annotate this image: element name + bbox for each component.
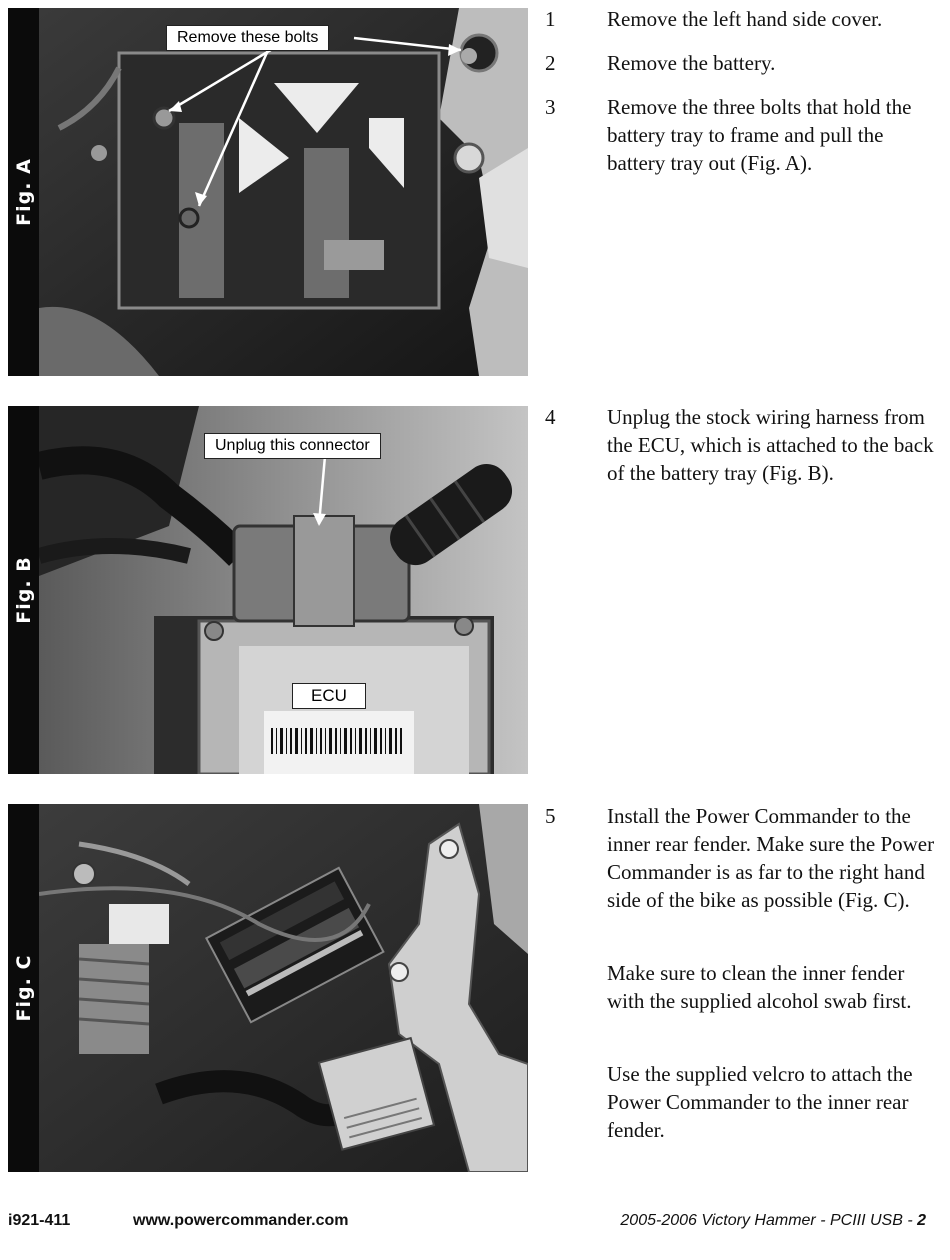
- figure-b: [8, 406, 528, 774]
- figure-b-photo: [39, 406, 528, 774]
- step-number: 2: [545, 51, 556, 75]
- figure-c-photo: [39, 804, 528, 1172]
- step-number: 5: [545, 804, 556, 828]
- figure-b-tab: [8, 406, 39, 774]
- figure-a: [8, 8, 528, 376]
- figure-a-tab-label: Fig. A: [12, 158, 35, 226]
- figure-a-callout: Remove these bolts: [166, 25, 329, 51]
- step-text: Remove the left hand side cover.: [607, 7, 883, 31]
- step-text: Remove the three bolts that hold the battery tray to frame and pull the battery tray out (Fig. A).: [607, 95, 912, 175]
- figure-b-callout: Unplug this connector: [204, 433, 381, 459]
- step-number: 1: [545, 7, 556, 31]
- footer-title-text: 2005-2006 Victory Hammer - PCIII USB -: [620, 1212, 918, 1229]
- step-text: Remove the battery.: [607, 51, 776, 75]
- figure-c: [8, 804, 528, 1172]
- figure-a-photo: [39, 8, 528, 376]
- figure-b-tab-label: Fig. B: [12, 556, 35, 624]
- step-number: 4: [545, 405, 556, 429]
- step-text: Unplug the stock wiring harness from the ECU, which is attached to the back of the battery tray (Fig. B).: [607, 405, 934, 485]
- figure-c-tab: [8, 804, 39, 1172]
- step-text: Install the Power Commander to the inner rear fender. Make sure the Power Commander is as far to the right hand side of the bike as possible (Fig. C).: [607, 804, 935, 912]
- figure-b-ecu-label: ECU: [292, 683, 366, 709]
- page-number: 2: [917, 1212, 926, 1229]
- figure-c-tab-label: Fig. C: [12, 954, 35, 1022]
- footer-website[interactable]: www.powercommander.com: [133, 1212, 349, 1229]
- figure-a-tab: [8, 8, 39, 376]
- footer-document-title: [620, 1212, 926, 1230]
- note-velcro: Use the supplied velcro to attach the Power Commander to the inner rear fender.: [607, 1062, 913, 1142]
- footer-part-number: i921-411: [8, 1212, 71, 1229]
- step-number: 3: [545, 95, 556, 119]
- note-clean-fender: Make sure to clean the inner fender with the supplied alcohol swab first.: [607, 961, 912, 1013]
